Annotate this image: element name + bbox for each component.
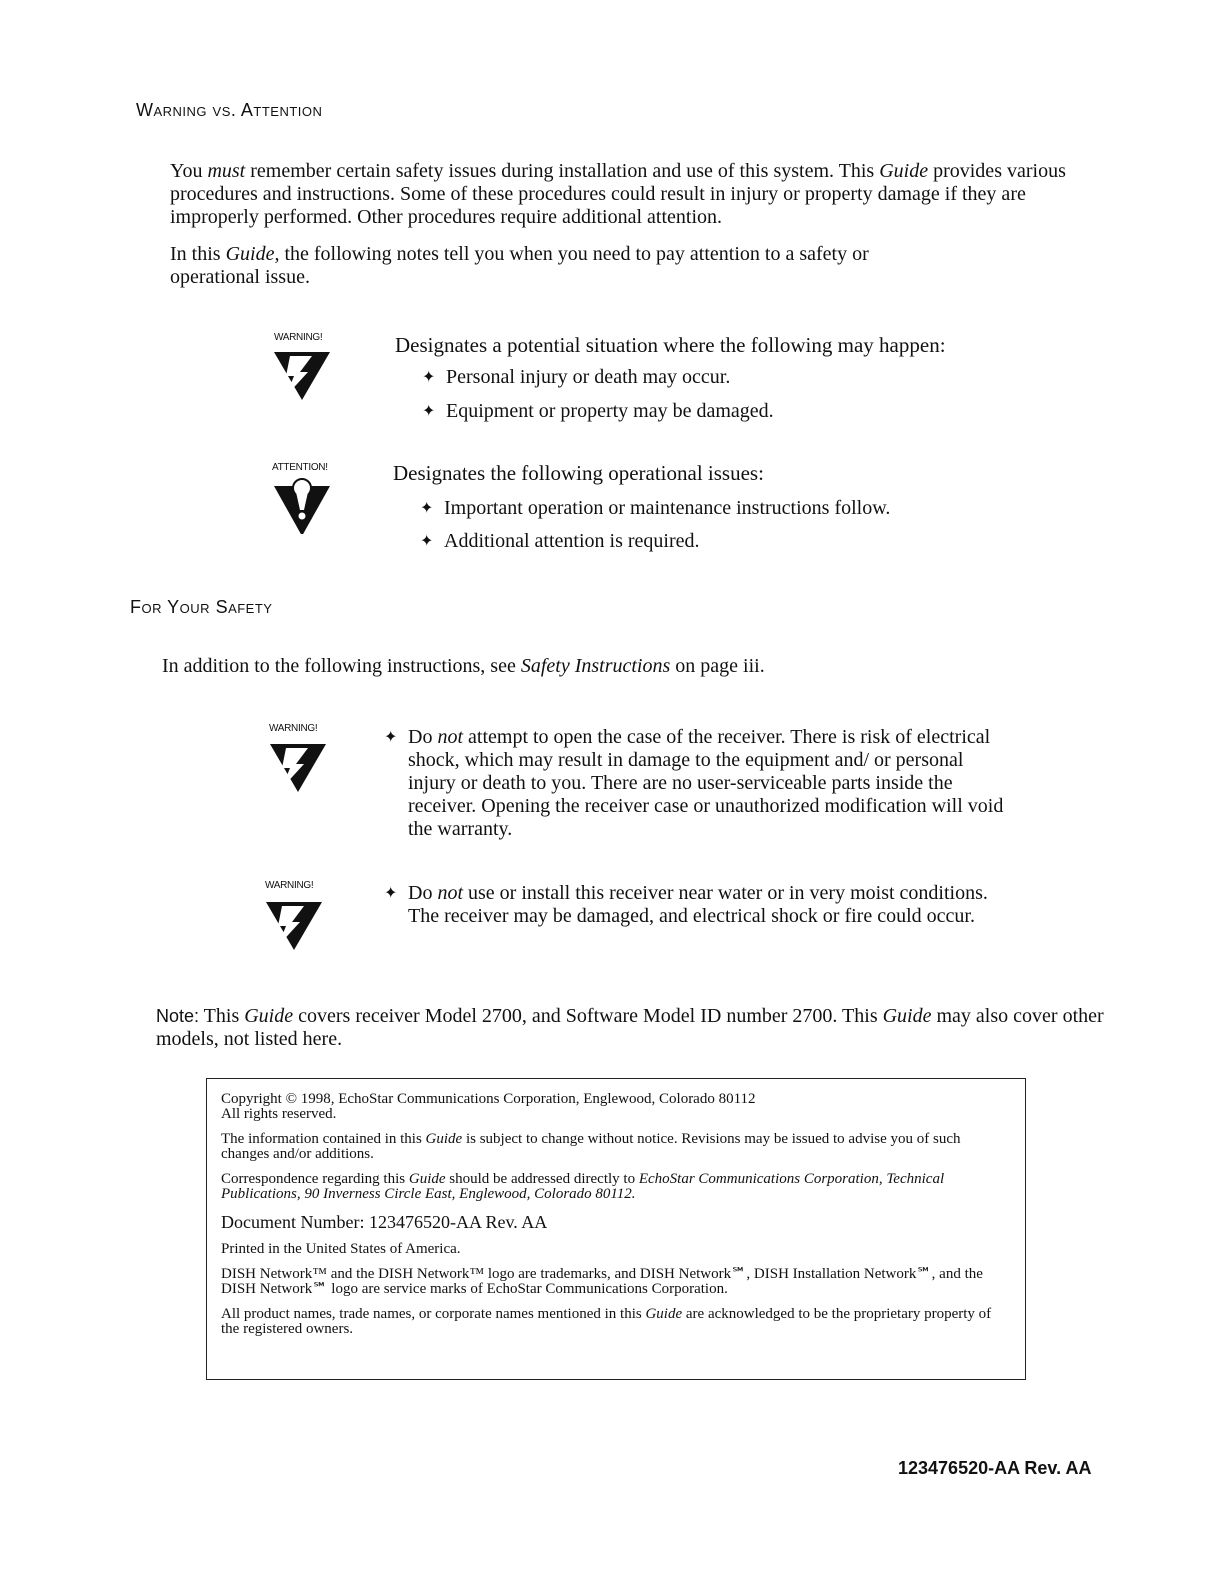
note-paragraph [156, 1005, 1106, 1051]
change-guide: Guide [425, 1131, 463, 1147]
intro2-guide: Guide, [225, 243, 280, 265]
warning-label: WARNING! [269, 723, 318, 734]
warning-lightning-icon [272, 346, 332, 402]
copyright-notice [221, 1092, 1011, 1122]
warning-bullet-2 [422, 400, 774, 423]
change-text-1: The information contained in this [221, 1131, 426, 1147]
note-text-2: covers receiver Model 2700, and Software Model ID number 2700. This [293, 1005, 883, 1027]
trademark-notice: DISH Network™ and the DISH Network™ logo are trademarks, and DISH Network℠, DISH Installation Network℠, and the DISH Network℠ logo are service marks of EchoStar Communications Corporation. [221, 1266, 983, 1297]
printed-notice: Printed in the United States of America. [221, 1241, 461, 1257]
corr-address: EchoStar Communications Corporation, Technical Publications, 90 Inverness Circle East, Englewood, Colorado 80112. [221, 1171, 945, 1202]
intro2-text-1: In this [170, 243, 226, 265]
product-names-notice [221, 1307, 1011, 1337]
diamond-bullet-icon: ✦ [384, 885, 398, 902]
diamond-bullet-icon: ✦ [422, 403, 436, 420]
rights-line: All rights reserved. [221, 1106, 337, 1122]
attention-exclamation-icon [272, 478, 332, 534]
warning-description: Designates a potential situation where the following may happen: [395, 333, 946, 357]
bullet-text: Equipment or property may be damaged. [446, 400, 774, 422]
note-guide-1: Guide [244, 1005, 294, 1027]
intro-paragraph [170, 160, 1100, 229]
bullet-text: Personal injury or death may occur. [446, 366, 731, 388]
change-notice [221, 1132, 1011, 1162]
intro-text-1: You [170, 160, 208, 182]
text-do: Do [408, 726, 438, 748]
text-not: not [437, 726, 464, 748]
warning-bullet-1 [422, 366, 730, 389]
warning-label: WARNING! [274, 332, 323, 343]
intro-paragraph-2 [170, 243, 950, 289]
corr-text-2: should be addressed directly to [445, 1171, 639, 1187]
change-text-2: is subject to change without notice. Revisions may be issued to advise you of such changes and/or additions. [221, 1131, 961, 1162]
safety-intro-text-2: on page iii. [670, 655, 765, 677]
bullet-text: Important operation or maintenance instructions follow. [444, 497, 891, 519]
products-text-2: are acknowledged to be the proprietary property of the registered owners. [221, 1306, 992, 1337]
safety-warning-2 [384, 882, 1004, 928]
diamond-bullet-icon: ✦ [420, 533, 434, 550]
products-text-1: All product names, trade names, or corporate names mentioned in this [221, 1306, 646, 1322]
note-text-1: This [199, 1005, 245, 1027]
text-do: Do [408, 882, 438, 904]
intro2-text-2: the following notes tell you when you need to pay attention to a safety or operational issue. [170, 243, 869, 288]
attention-description: Designates the following operational issues: [393, 461, 764, 485]
diamond-bullet-icon: ✦ [420, 500, 434, 517]
diamond-bullet-icon: ✦ [384, 729, 398, 746]
corr-text-1: Correspondence regarding this [221, 1171, 409, 1187]
footer-document-number: 123476520-AA Rev. AA [898, 1458, 1092, 1478]
warning-label: WARNING! [265, 880, 314, 891]
correspondence-notice [221, 1172, 1011, 1202]
corr-guide: Guide [408, 1171, 446, 1187]
intro-must: must [207, 160, 246, 182]
safety-warning-1 [384, 726, 1014, 841]
diamond-bullet-icon: ✦ [422, 369, 436, 386]
document-number: Document Number: 123476520-AA Rev. AA [221, 1212, 548, 1232]
safety-warning-1-text [408, 726, 1014, 841]
legal-notice-box [206, 1078, 1026, 1380]
attention-label: ATTENTION! [272, 462, 328, 473]
note-guide-2: Guide [882, 1005, 932, 1027]
safety-instructions-reference: Safety Instructions [520, 655, 671, 677]
note-label: Note: [156, 1006, 200, 1026]
section-heading-for-your-safety: For Your Safety [130, 597, 273, 617]
products-guide: Guide [645, 1306, 683, 1322]
attention-bullet-1 [420, 497, 890, 520]
bullet-text: Additional attention is required. [444, 530, 700, 552]
intro-guide: Guide [879, 160, 929, 182]
intro-text-3: provides various procedures and instructions. Some of these procedures could result in injury or property damage if they are improperly performed. Other procedures require additional attention. [170, 160, 1066, 228]
intro-text-2: remember certain safety issues during installation and use of this system. This [245, 160, 880, 182]
warning-lightning-icon [268, 738, 328, 794]
safety-warning-2-text [408, 882, 1004, 928]
safety-intro-text-1: In addition to the following instructions, see [162, 655, 521, 677]
section-heading-warning-vs-attention: Warning vs. Attention [136, 100, 323, 120]
warning-lightning-icon [264, 896, 324, 952]
copyright-line: Copyright © 1998, EchoStar Communications Corporation, Englewood, Colorado 80112 [221, 1091, 756, 1107]
text-body: use or install this receiver near water or in very moist conditions. The receiver may be damaged, and electrical shock or fire could occur. [408, 882, 988, 927]
safety-intro [162, 655, 765, 678]
text-body: attempt to open the case of the receiver. There is risk of electrical shock, which may result in damage to the equipment and/ or personal injury or death to you. There are no user-serviceable parts inside the receiver. Opening the receiver case or unauthorized modification will void the warranty. [408, 726, 1004, 840]
note-text-3: may also cover other models, not listed here. [156, 1005, 1104, 1050]
text-not: not [437, 882, 464, 904]
attention-bullet-2 [420, 530, 700, 553]
